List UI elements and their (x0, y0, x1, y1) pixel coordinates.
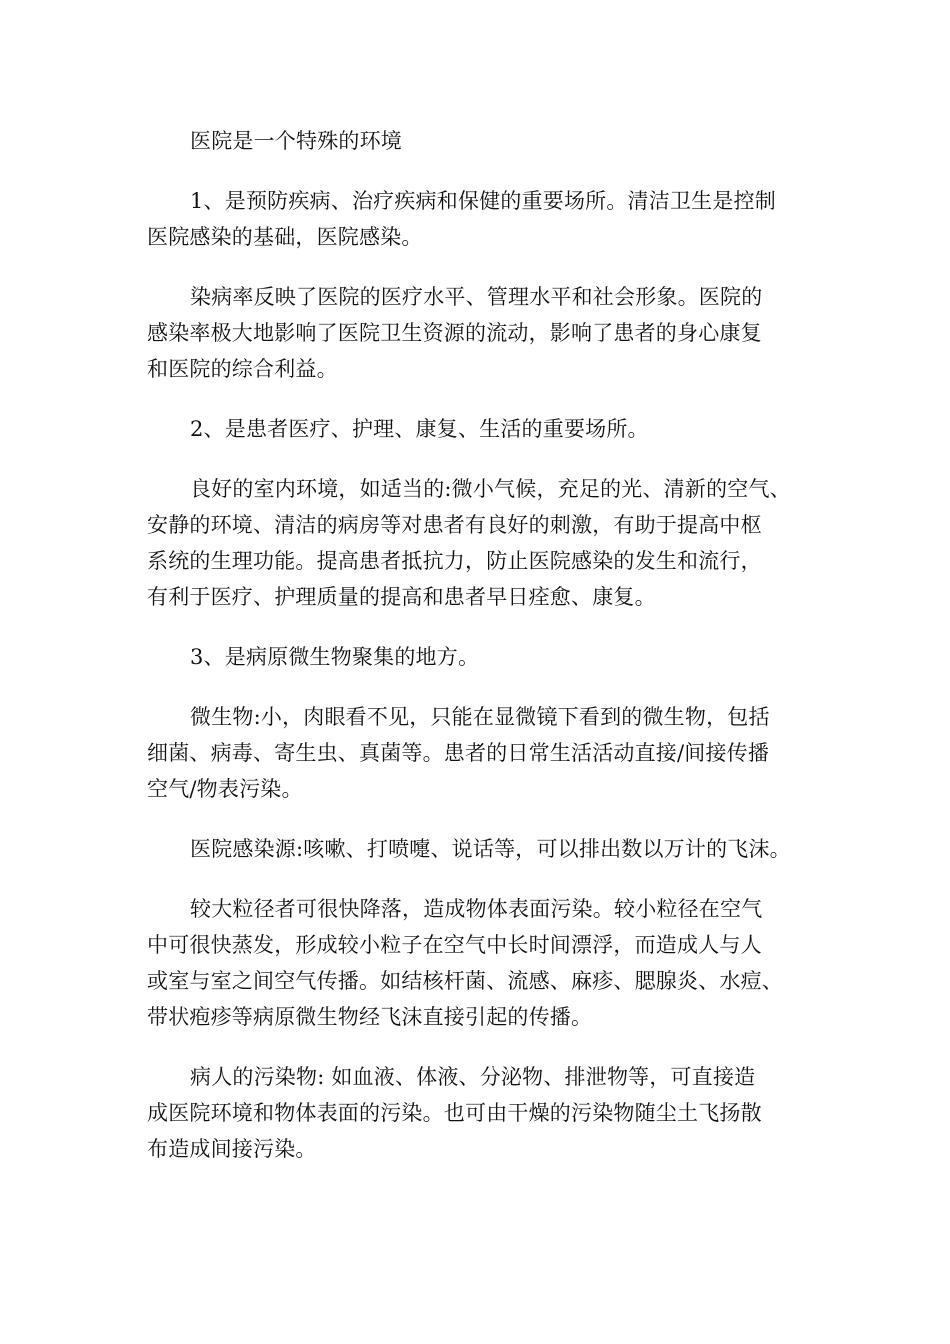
paragraph-line: 良好的室内环境，如适当的:微小气候，充足的光、清新的空气、 (190, 477, 791, 501)
paragraph (147, 831, 837, 867)
paragraph-line: 空气/物表污染。 (147, 777, 303, 801)
paragraph-line: 系统的生理功能。提高患者抵抗力，防止医院感染的发生和流行， (147, 549, 762, 573)
paragraph (147, 411, 837, 447)
paragraph-line: 较大粒径者可很快降落，造成物体表面污染。较小粒径在空气 (190, 897, 763, 921)
paragraph-line: 或室与室之间空气传播。如结核杆菌、流感、麻疹、腮腺炎、水痘、 (147, 969, 783, 993)
paragraph (147, 1059, 837, 1167)
paragraph-line: 和医院的综合利益。 (147, 357, 338, 381)
paragraph (147, 183, 837, 255)
paragraph-line: 感染率极大地影响了医院卫生资源的流动，影响了患者的身心康复 (147, 321, 762, 345)
paragraph-line: 医院感染源:咳嗽、打喷嚏、说话等，可以排出数以万计的飞沫。 (190, 837, 791, 861)
paragraph-line: 有利于医疗、护理质量的提高和患者早日痊愈、康复。 (147, 585, 656, 609)
paragraph-line: 成医院环境和物体表面的污染。也可由干燥的污染物随尘土飞扬散 (147, 1101, 762, 1125)
paragraph (147, 471, 837, 615)
paragraph-line: 医院感染的基础，医院感染。 (147, 225, 423, 249)
paragraph-line: 染病率反映了医院的医疗水平、管理水平和社会形象。医院的 (190, 285, 763, 309)
paragraph (147, 279, 837, 387)
paragraph (147, 891, 837, 1035)
paragraph-line: 病人的污染物: 如血液、体液、分泌物、排泄物等，可直接造 (190, 1065, 756, 1089)
paragraph-line: 中可很快蒸发，形成较小粒子在空气中长时间漂浮，而造成人与人 (147, 933, 762, 957)
paragraph-line: 1、是预防疾病、治疗疾病和保健的重要场所。清洁卫生是控制 (190, 189, 776, 213)
paragraph-line: 3、是病原微生物聚集的地方。 (190, 645, 480, 669)
paragraph-line: 布造成间接污染。 (147, 1137, 317, 1161)
paragraph-line: 2、是患者医疗、护理、康复、生活的重要场所。 (190, 417, 649, 441)
paragraph (147, 699, 837, 807)
paragraph (147, 639, 837, 675)
paragraph-line: 细菌、病毒、寄生虫、真菌等。患者的日常生活活动直接/间接传播 (147, 741, 770, 765)
paragraph-line: 安静的环境、清洁的病房等对患者有良好的刺激，有助于提高中枢 (147, 513, 762, 537)
paragraph-line: 微生物:小，肉眼看不见，只能在显微镜下看到的微生物，包括 (190, 705, 770, 729)
paragraph-line: 医院是一个特殊的环境 (190, 129, 402, 153)
paragraph-title (147, 123, 837, 159)
paragraph-line: 带状疱疹等病原微生物经飞沫直接引起的传播。 (147, 1005, 593, 1029)
document-body (147, 123, 837, 1191)
